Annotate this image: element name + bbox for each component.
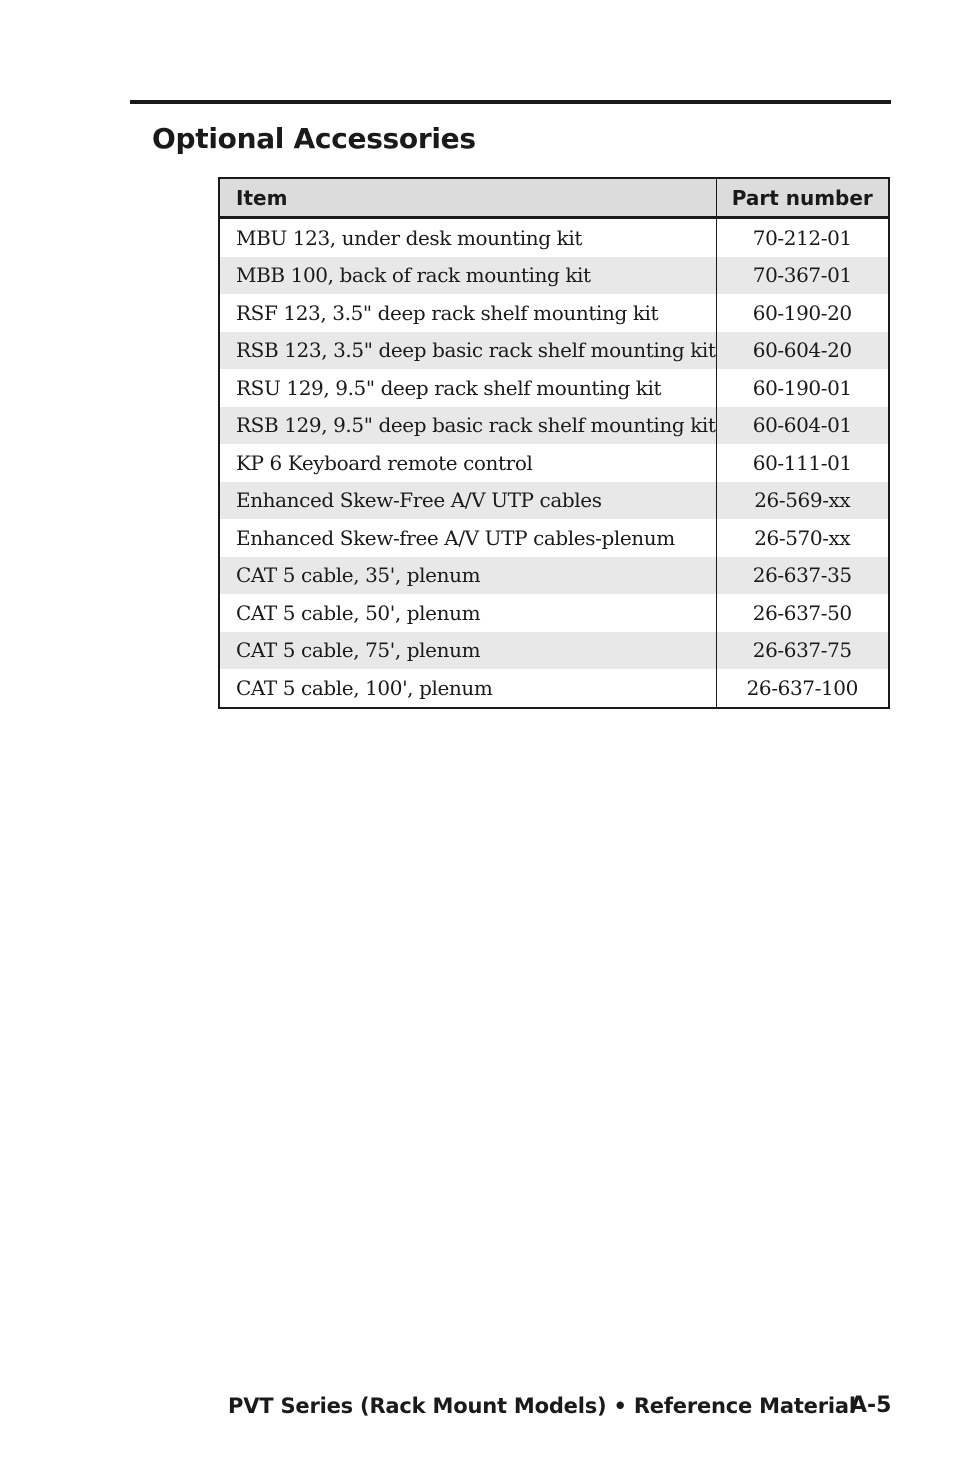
cell-part-number: 60-604-01 bbox=[716, 407, 889, 445]
column-header-part-number: Part number bbox=[716, 178, 889, 218]
cell-item: CAT 5 cable, 35', plenum bbox=[219, 557, 716, 595]
cell-part-number: 26-637-35 bbox=[716, 557, 889, 595]
cell-item: Enhanced Skew-Free A/V UTP cables bbox=[219, 482, 716, 520]
cell-item: RSU 129, 9.5" deep rack shelf mounting kit bbox=[236, 375, 662, 400]
cell-part-number: 26-570-xx bbox=[716, 519, 889, 557]
cell-part-number: 70-212-01 bbox=[716, 218, 889, 257]
cell-item: CAT 5 cable, 50', plenum bbox=[236, 600, 481, 625]
table-row bbox=[219, 632, 889, 670]
cell-part-number: 26-637-50 bbox=[716, 594, 889, 632]
table-row bbox=[219, 669, 889, 708]
table-row bbox=[219, 294, 889, 332]
cell-item: Enhanced Skew-free A/V UTP cables-plenum bbox=[236, 525, 675, 550]
cell-part-number: 70-367-01 bbox=[716, 257, 889, 295]
column-header-item: Item bbox=[219, 178, 716, 218]
table-row bbox=[219, 218, 889, 257]
table-header-row bbox=[219, 178, 889, 218]
table-row bbox=[219, 557, 889, 595]
cell-item: CAT 5 cable, 100', plenum bbox=[236, 675, 493, 700]
cell-item: CAT 5 cable, 75', plenum bbox=[219, 632, 716, 670]
top-rule bbox=[130, 100, 891, 104]
cell-item: RSF 123, 3.5" deep rack shelf mounting kit bbox=[236, 300, 659, 325]
accessories-table bbox=[218, 177, 890, 709]
section-title: Optional Accessories bbox=[152, 122, 476, 155]
cell-part-number: 60-190-20 bbox=[716, 294, 889, 332]
cell-item: MBU 123, under desk mounting kit bbox=[236, 225, 582, 250]
cell-item: KP 6 Keyboard remote control bbox=[236, 450, 533, 475]
cell-item: RSB 123, 3.5" deep basic rack shelf mounting kit bbox=[219, 332, 716, 370]
cell-part-number: 60-604-20 bbox=[716, 332, 889, 370]
cell-item: MBB 100, back of rack mounting kit bbox=[219, 257, 716, 295]
table-row bbox=[219, 369, 889, 407]
cell-part-number: 26-637-75 bbox=[716, 632, 889, 670]
cell-item: RSB 129, 9.5" deep basic rack shelf mounting kit bbox=[219, 407, 716, 445]
page-number: A-5 bbox=[850, 1393, 892, 1418]
table-row bbox=[219, 482, 889, 520]
cell-part-number: 26-637-100 bbox=[716, 669, 889, 708]
cell-part-number: 60-111-01 bbox=[716, 444, 889, 482]
table-row bbox=[219, 519, 889, 557]
table-row bbox=[219, 444, 889, 482]
table-row bbox=[219, 407, 889, 445]
footer-title: PVT Series (Rack Mount Models) • Reference Material bbox=[228, 1394, 856, 1418]
cell-part-number: 60-190-01 bbox=[716, 369, 889, 407]
table-row bbox=[219, 332, 889, 370]
table-row bbox=[219, 594, 889, 632]
cell-part-number: 26-569-xx bbox=[716, 482, 889, 520]
table-row bbox=[219, 257, 889, 295]
